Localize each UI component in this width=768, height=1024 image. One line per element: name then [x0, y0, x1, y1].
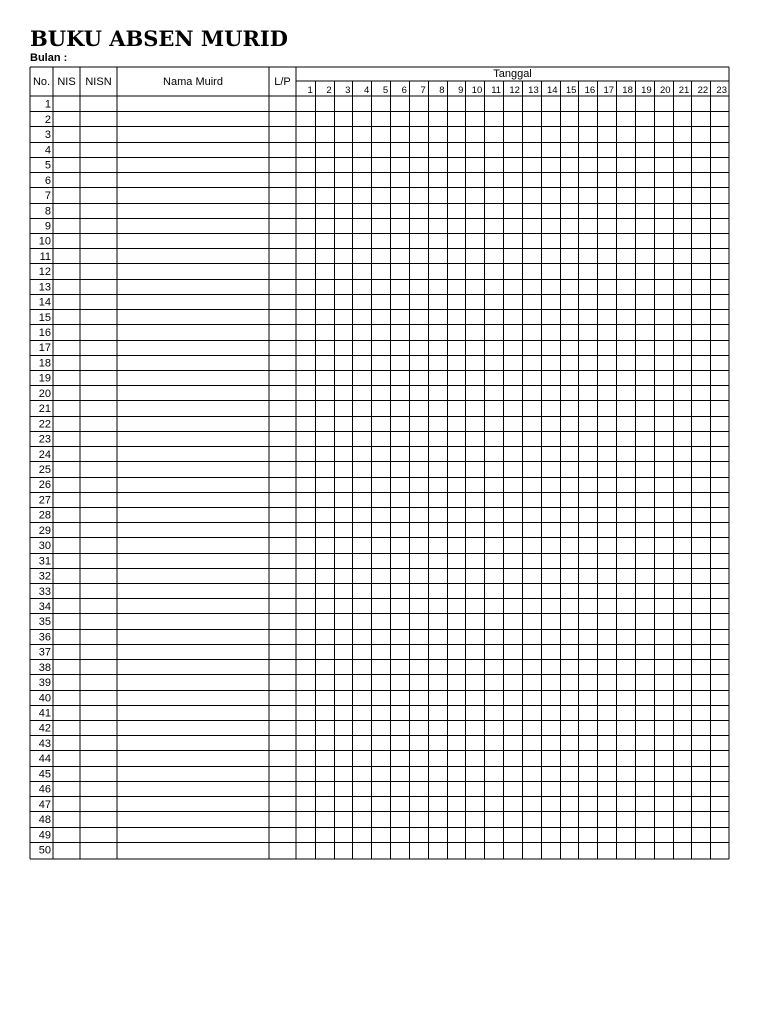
row-number: 10 [38, 235, 51, 248]
row-number: 28 [38, 509, 51, 522]
row-number: 13 [38, 281, 51, 294]
row-number: 4 [44, 144, 51, 157]
date-header-cell: 22 [697, 85, 709, 96]
row-number: 22 [38, 418, 51, 431]
row-number: 23 [38, 433, 51, 446]
row-number: 39 [38, 677, 51, 690]
row-number: 20 [38, 387, 51, 400]
table-grid-lines [30, 67, 729, 859]
row-number: 26 [38, 479, 51, 492]
row-number: 12 [38, 266, 51, 279]
date-header-cell: 8 [439, 85, 445, 96]
row-number: 14 [38, 296, 51, 309]
row-number: 44 [38, 753, 51, 766]
date-header-cell: 7 [420, 85, 426, 96]
row-number: 46 [38, 783, 51, 796]
row-number: 7 [44, 190, 51, 203]
header-nisn: NISN [85, 76, 112, 88]
row-number: 8 [44, 205, 51, 218]
page-title: BUKU ABSEN MURID [30, 26, 288, 51]
row-number: 37 [38, 646, 51, 659]
row-number: 31 [38, 555, 51, 568]
header-nis: NIS [57, 76, 76, 88]
row-number: 21 [38, 403, 51, 416]
header-tanggal: Tanggal [493, 68, 532, 80]
row-number: 6 [44, 174, 51, 187]
row-number: 29 [38, 524, 51, 537]
date-header-cell: 11 [491, 85, 502, 96]
date-header-cell: 1 [307, 85, 313, 96]
row-number: 36 [38, 631, 51, 644]
row-number: 48 [38, 814, 51, 827]
row-number: 19 [38, 372, 51, 385]
date-header-cell: 6 [401, 85, 407, 96]
date-header-cell: 15 [565, 85, 577, 96]
date-header-cell: 21 [678, 85, 690, 96]
row-number: 5 [44, 159, 51, 172]
row-number: 45 [38, 768, 51, 781]
row-number: 18 [38, 357, 51, 370]
row-number: 2 [44, 113, 51, 126]
row-number: 27 [38, 494, 51, 507]
header-name: Nama Muird [163, 76, 223, 88]
row-number: 25 [38, 464, 51, 476]
date-header-cell: 2 [326, 85, 332, 96]
row-number: 9 [44, 220, 51, 233]
date-header-cell: 20 [659, 85, 671, 96]
row-number: 1 [44, 98, 51, 111]
row-number: 30 [38, 540, 51, 553]
row-number: 40 [38, 692, 51, 705]
row-number: 16 [38, 327, 51, 340]
date-header-cell: 12 [509, 85, 520, 96]
row-number: 38 [38, 661, 51, 674]
row-number: 47 [38, 798, 51, 811]
row-number: 49 [38, 829, 51, 842]
row-number: 33 [38, 585, 51, 598]
row-number: 11 [39, 250, 51, 263]
table-text [33, 68, 727, 857]
row-number: 34 [38, 600, 51, 613]
date-header-cell: 18 [622, 85, 633, 96]
row-number: 32 [38, 570, 51, 583]
header-no: No. [32, 76, 51, 88]
date-header-cell: 13 [528, 85, 539, 96]
row-number: 24 [38, 448, 51, 461]
row-number: 17 [38, 342, 51, 355]
date-header-cell: 17 [603, 85, 615, 96]
row-number: 42 [38, 722, 51, 735]
row-number: 15 [38, 311, 51, 324]
month-label: Bulan : [30, 52, 68, 64]
date-header-cell: 23 [716, 85, 727, 96]
date-header-cell: 16 [584, 85, 596, 96]
date-header-cell: 9 [458, 85, 464, 96]
date-header-cell: 4 [364, 85, 370, 96]
date-header-cell: 3 [345, 85, 351, 96]
row-number: 3 [44, 129, 51, 142]
row-number: 43 [38, 737, 51, 750]
date-header-cell: 10 [471, 85, 483, 96]
row-number: 50 [38, 844, 51, 857]
date-header-cell: 14 [546, 85, 558, 96]
date-header-cell: 19 [641, 85, 652, 96]
row-number: 41 [38, 707, 51, 720]
row-number: 35 [38, 616, 51, 629]
date-header-cell: 5 [382, 85, 389, 96]
header-gender: L/P [274, 76, 291, 88]
